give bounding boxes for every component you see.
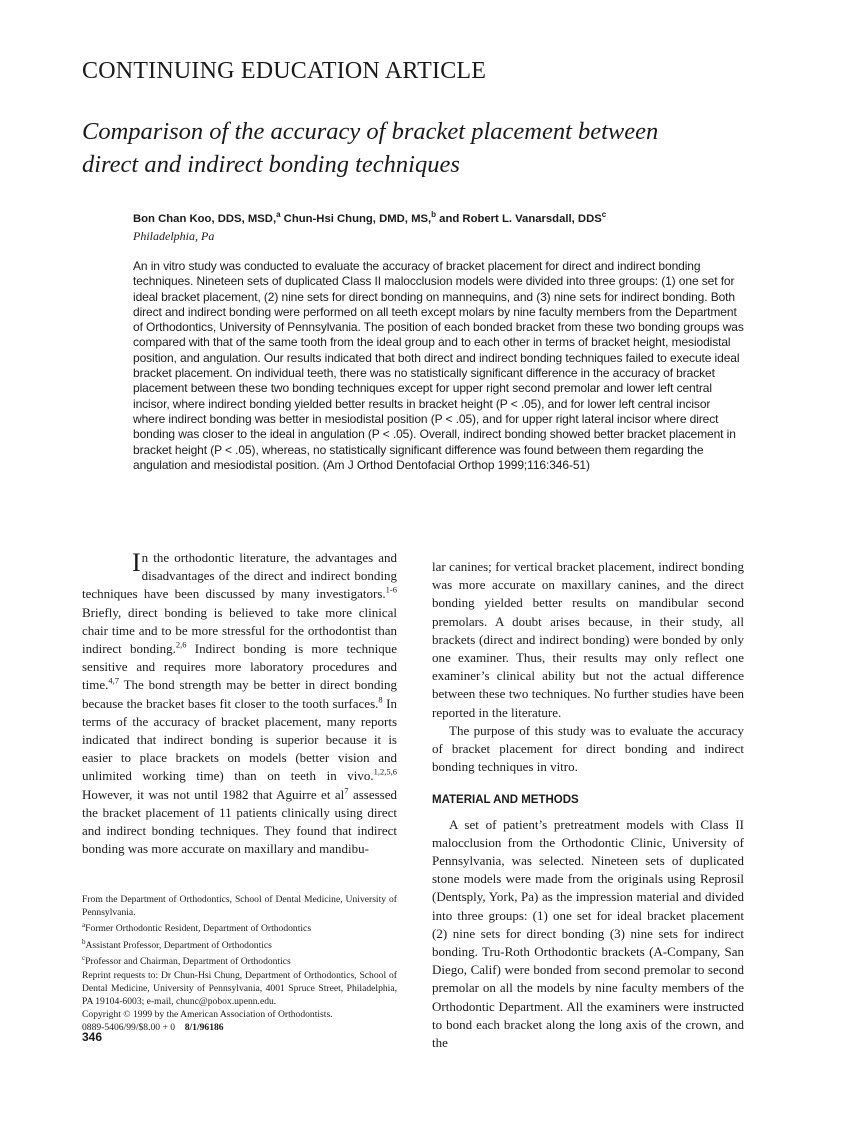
- sup: c: [82, 954, 86, 963]
- drop-cap: I: [132, 548, 141, 577]
- footnote-c: [82, 952, 397, 968]
- affil-c: c: [601, 210, 607, 219]
- footnote-reprint: Reprint requests to: Dr Chun-Hsi Chung, Department of Orthodontics, School of Dental Medicine, University of Pennsylvania, 4001 Spruce Street, Philadelphia, PA 19104-6003; e-mail, chunc@pobox.upenn.edu.: [82, 969, 397, 1007]
- text: 0889-5406/99/$8.00 + 0: [82, 1022, 176, 1034]
- page-number: 346: [82, 1030, 103, 1044]
- intro-paragraph-continued: lar canines; for vertical bracket placement, indirect bonding was more accurate on maxillary canines, and the direct bonding yielded better results on mandibular second premolars. A doubt arises because, in their study, all brackets (direct and indirect bonding) were bonded by only one examiner. Thus, their results may only reflect one examiner’s clinical ability but not the actual difference between these two techniques. No further studies have been reported in the literature.: [432, 559, 744, 720]
- footnotes: [82, 893, 397, 1035]
- title-line-1: Comparison of the accuracy of bracket placement between: [82, 118, 659, 145]
- text: Former Orthodontic Resident, Department of Orthodontics: [85, 923, 312, 935]
- citation: 1,2,5,6: [373, 767, 397, 778]
- text: However, it was not until 1982 that Aguirre et al: [82, 786, 345, 802]
- author-1: Bon Chan Koo, DDS, MSD,: [133, 212, 277, 225]
- section-heading: MATERIAL AND METHODS: [432, 794, 579, 807]
- citation: 2,6: [175, 639, 187, 650]
- title-line-2: direct and indirect bonding techniques: [82, 151, 460, 178]
- sup: b: [82, 937, 86, 946]
- body-column-right: [432, 558, 744, 1052]
- text: Assistant Professor, Department of Orthodontics: [85, 939, 272, 951]
- text: Indirect bonding is more technique sensitive and requires more laboratory procedures and time.: [82, 641, 397, 693]
- footnote-b: [82, 936, 397, 952]
- footnote-affiliation: From the Department of Orthodontics, School of Dental Medicine, University of Pennsylvania.: [82, 894, 397, 919]
- author-location: Philadelphia, Pa: [133, 229, 215, 243]
- footnote-code: [82, 1021, 397, 1034]
- footnote-copyright: Copyright © 1999 by the American Association of Orthodontists.: [82, 1009, 333, 1021]
- citation: 8: [378, 694, 383, 705]
- text: 8/1/96186: [184, 1022, 224, 1034]
- author-2: Chun-Hsi Chung, DMD, MS,: [280, 212, 432, 225]
- text: The bond strength may be better in direct bonding because the bracket bases fit closer to the tooth surfaces.: [82, 677, 397, 711]
- body-column-left: [82, 549, 397, 858]
- text: Briefly, direct bonding is believed to take more clinical chair time and to be more stressful for the orthodontist than indirect bonding.: [82, 604, 397, 657]
- affil-a: a: [276, 210, 281, 219]
- text: n the orthodontic literature, the advantages and disadvantages of the direct and indirect bonding techniques have been discussed by many investigators.: [82, 550, 397, 602]
- footnote-a: [82, 919, 397, 935]
- article-title: [82, 115, 782, 181]
- article-type-kicker: CONTINUING EDUCATION ARTICLE: [82, 58, 487, 84]
- author-3: and Robert L. Vanarsdall, DDS: [436, 212, 602, 225]
- abstract: An in vitro study was conducted to evaluate the accuracy of bracket placement for direct and indirect bonding techniques. Nineteen sets of duplicated Class II malocclusion models were divided into three groups: (1) one set for ideal bracket placement, (2) nine sets for direct bonding on mannequins, and (3) nine sets for indirect bonding. Both direct and indirect bonding were performed on all teeth except molars by nine faculty members from the Department of Orthodontics, University of Pennsylvania. The position of each bonded bracket from these two bonding groups was compared with that of the same tooth from the ideal group and to each other in terms of bracket height, mesiodistal position, and angulation. Our results indicated that both direct and indirect bonding techniques failed to execute ideal bracket placement. On individual teeth, there was no statistically significant difference in the accuracy of bracket placement between these two bonding techniques except for upper right second premolar and lower left central incisor, where indirect bonding yielded better results in bracket height (P < .05), and for lower left central incisor where indirect bonding was better in mesiodistal position (P < .05), and for upper right lateral incisor where direct bonding was closer to the ideal in angulation (P < .05). Overall, indirect bonding showed better bracket placement in bracket height (P < .05), whereas, no statistically significant difference was found between them regarding the angulation and mesiodistal position. (Am J Orthod Dentofacial Orthop 1999;116:346-51): [133, 259, 744, 472]
- affil-b: b: [431, 210, 437, 219]
- intro-paragraph: [82, 549, 397, 858]
- text: Professor and Chairman, Department of Orthodontics: [85, 956, 291, 968]
- purpose-paragraph: The purpose of this study was to evaluate the accuracy of bracket placement for direct bonding and indirect bonding techniques in vitro.: [432, 722, 744, 775]
- methods-paragraph: A set of patient’s pretreatment models with Class II malocclusion from the Orthodontic Clinic, University of Pennsylvania, was selected. Nineteen sets of duplicated stone models were made from the originals using Reprosil (Dentsply, York, Pa) as the impression material and divided into three groups: (1) one set for ideal bracket placement (2) nine sets for direct bonding (3) nine sets for indirect bonding. Tru-Roth Orthodontic brackets (A-Company, San Diego, Calif) were bonded from second premolar to second premolar on all the models by nine faculty members of the Orthodontic Department. All the examiners were instructed to bond each bracket along the long axis of the crown, and the: [432, 816, 744, 1051]
- sup: a: [82, 921, 86, 930]
- citation: 1-6: [385, 585, 397, 596]
- author-list: [133, 210, 606, 225]
- citation: 4,7: [108, 676, 119, 687]
- citation: 7: [344, 785, 349, 796]
- text: In terms of the accuracy of bracket placement, many reports indicated that indirect bonding is superior because it is easier to place brackets on models (better vision and unlimited working time) than on teeth in vivo.: [82, 695, 397, 784]
- text: assessed the bracket placement of 11 patients clinically using direct and indirect bonding techniques. They found that indirect bonding was more accurate on maxillary and mandibu-: [82, 786, 398, 857]
